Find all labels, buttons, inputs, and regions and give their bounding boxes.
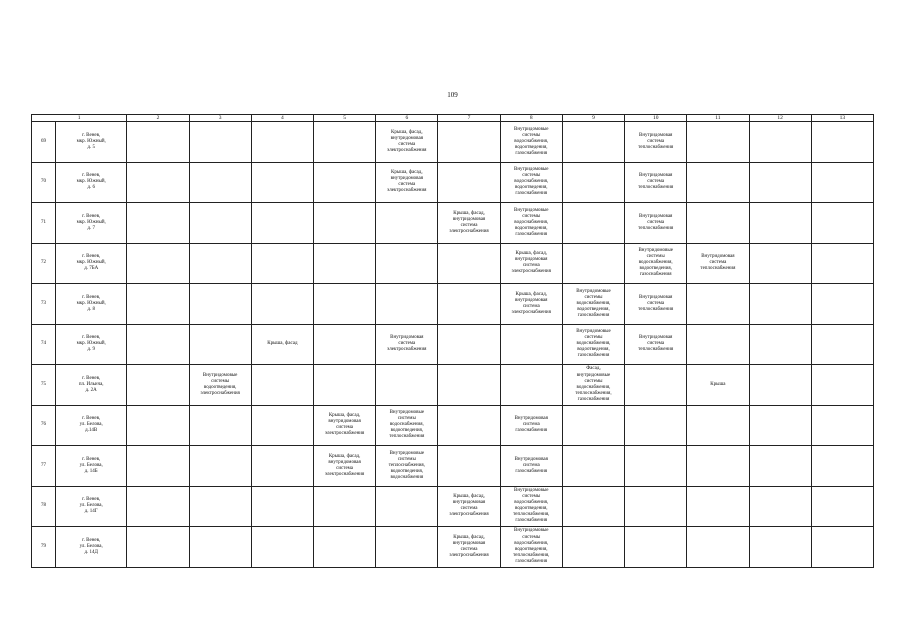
work-cell-col-9 bbox=[562, 162, 624, 203]
work-cell-col-9 bbox=[562, 324, 624, 365]
table-row bbox=[32, 122, 874, 163]
work-cell-col-5 bbox=[313, 446, 375, 487]
work-cell-col-10 bbox=[625, 243, 687, 284]
work-cell-col-2 bbox=[127, 405, 189, 446]
work-cell-col-11 bbox=[687, 365, 749, 406]
work-cell-col-10 bbox=[625, 405, 687, 446]
work-description: Крыша, фасад, внутридомовая система электроснабжения bbox=[387, 170, 427, 194]
address-text: г. Венев, пл. Ильича, д. 2А bbox=[78, 375, 104, 393]
address-text: г. Венев, мкр. Южный, д. 7 bbox=[76, 213, 106, 231]
work-cell-col-3 bbox=[189, 324, 251, 365]
work-cell-col-5 bbox=[313, 527, 375, 568]
work-description: Внутридомовые системы водоснабжения, водоотведения, газоснабжения bbox=[576, 329, 611, 359]
work-cell-col-2 bbox=[127, 203, 189, 244]
work-description: Внутридомовые системы водоснабжения, водоотведения, газоснабжения bbox=[576, 288, 611, 318]
work-cell-col-13 bbox=[811, 405, 873, 446]
work-cell-col-8 bbox=[500, 446, 562, 487]
address-text: г. Венев, мкр. Южный, д. 5 bbox=[76, 132, 106, 150]
address-cell bbox=[56, 284, 127, 325]
address-text: г. Венев, ул. Белова, д.14В bbox=[79, 416, 103, 434]
work-cell-col-5 bbox=[313, 162, 375, 203]
work-description: Внутридомовая система теплоснабжения bbox=[638, 132, 674, 150]
work-cell-col-7 bbox=[438, 284, 500, 325]
work-cell-col-11 bbox=[687, 405, 749, 446]
work-cell-col-6 bbox=[376, 365, 438, 406]
work-cell-col-13 bbox=[811, 486, 873, 527]
work-cell-col-12 bbox=[749, 324, 811, 365]
work-cell-col-2 bbox=[127, 486, 189, 527]
work-description: Фасад, внутридомовые системы водоснабжения, теплоснабжения, газоснабжения bbox=[575, 366, 612, 402]
work-cell-col-3 bbox=[189, 527, 251, 568]
work-cell-col-6 bbox=[376, 324, 438, 365]
work-cell-col-3 bbox=[189, 243, 251, 284]
work-cell-col-5 bbox=[313, 284, 375, 325]
table-header-row bbox=[32, 115, 874, 122]
work-cell-col-11 bbox=[687, 203, 749, 244]
work-cell-col-9 bbox=[562, 122, 624, 163]
row-number-cell: 72 bbox=[32, 243, 56, 284]
address-text: г. Венев, ул. Белова, д. 14Б bbox=[79, 456, 103, 474]
work-cell-col-7 bbox=[438, 527, 500, 568]
work-cell-col-8 bbox=[500, 243, 562, 284]
work-cell-col-5 bbox=[313, 365, 375, 406]
work-cell-col-12 bbox=[749, 162, 811, 203]
work-cell-col-6 bbox=[376, 162, 438, 203]
work-description: Внутридомовые системы теплоснабжения, водоотведения, водоснабжения bbox=[388, 450, 425, 480]
table-row bbox=[32, 243, 874, 284]
work-cell-col-9 bbox=[562, 243, 624, 284]
column-header-9: 9 bbox=[562, 115, 624, 122]
work-cell-col-3 bbox=[189, 203, 251, 244]
work-cell-col-2 bbox=[127, 162, 189, 203]
work-cell-col-2 bbox=[127, 243, 189, 284]
column-header-7: 7 bbox=[438, 115, 500, 122]
work-description: Внутридомовая система газоснабжения bbox=[514, 456, 548, 474]
work-cell-col-10 bbox=[625, 122, 687, 163]
column-header-1: 1 bbox=[32, 115, 127, 122]
work-cell-col-3 bbox=[189, 446, 251, 487]
work-description: Внутридомовые системы водоотведения, электроснабжения bbox=[200, 372, 240, 396]
row-number-cell: 79 bbox=[32, 527, 56, 568]
table-row bbox=[32, 527, 874, 568]
table-row bbox=[32, 365, 874, 406]
work-cell-col-10 bbox=[625, 203, 687, 244]
work-description: Внутридомовые системы водоснабжения, водоотведения, газоснабжения bbox=[514, 126, 549, 156]
row-number-cell: 78 bbox=[32, 486, 56, 527]
work-description: Крыша, фасад bbox=[267, 341, 298, 347]
work-cell-col-8 bbox=[500, 365, 562, 406]
work-cell-col-5 bbox=[313, 405, 375, 446]
work-cell-col-12 bbox=[749, 446, 811, 487]
work-cell-col-6 bbox=[376, 405, 438, 446]
work-cell-col-9 bbox=[562, 365, 624, 406]
work-cell-col-3 bbox=[189, 405, 251, 446]
address-cell bbox=[56, 405, 127, 446]
work-cell-col-8 bbox=[500, 486, 562, 527]
work-cell-col-12 bbox=[749, 405, 811, 446]
work-description: Внутридомовая система газоснабжения bbox=[514, 416, 548, 434]
work-cell-col-6 bbox=[376, 203, 438, 244]
work-cell-col-2 bbox=[127, 446, 189, 487]
work-description: Внутридомовые системы водоснабжения, водоотведения, газоснабжения bbox=[514, 207, 549, 237]
table-row bbox=[32, 203, 874, 244]
row-number-cell: 73 bbox=[32, 284, 56, 325]
work-cell-col-10 bbox=[625, 324, 687, 365]
work-cell-col-9 bbox=[562, 486, 624, 527]
work-cell-col-11 bbox=[687, 284, 749, 325]
work-cell-col-7 bbox=[438, 162, 500, 203]
address-text: г. Венев, ул. Белова, д. 14Г bbox=[79, 497, 103, 515]
work-cell-col-6 bbox=[376, 486, 438, 527]
work-cell-col-11 bbox=[687, 243, 749, 284]
address-cell bbox=[56, 365, 127, 406]
work-cell-col-11 bbox=[687, 527, 749, 568]
address-cell bbox=[56, 243, 127, 284]
work-cell-col-7 bbox=[438, 405, 500, 446]
work-cell-col-13 bbox=[811, 203, 873, 244]
work-description: Крыша bbox=[710, 381, 726, 387]
address-cell bbox=[56, 122, 127, 163]
work-description: Крыша, фасад, внутридомовая система электроснабжения bbox=[449, 494, 489, 518]
work-description: Внутридомовая система теплоснабжения bbox=[638, 173, 674, 191]
work-cell-col-3 bbox=[189, 162, 251, 203]
column-header-10: 10 bbox=[625, 115, 687, 122]
address-cell bbox=[56, 203, 127, 244]
address-text: г. Венев, мкр. Южный, д. 8 bbox=[76, 294, 106, 312]
work-description: Внутридомовая система теплоснабжения bbox=[700, 254, 736, 272]
work-cell-col-4 bbox=[251, 162, 313, 203]
work-description: Внутридомовая система теплоснабжения bbox=[638, 335, 674, 353]
work-cell-col-4 bbox=[251, 324, 313, 365]
work-cell-col-11 bbox=[687, 486, 749, 527]
work-cell-col-6 bbox=[376, 527, 438, 568]
work-cell-col-10 bbox=[625, 365, 687, 406]
address-text: г. Венев, мкр. Южный, д. 9 bbox=[76, 335, 106, 353]
row-number-cell: 71 bbox=[32, 203, 56, 244]
work-cell-col-9 bbox=[562, 446, 624, 487]
table-body bbox=[32, 115, 874, 568]
row-number-cell: 69 bbox=[32, 122, 56, 163]
work-cell-col-7 bbox=[438, 365, 500, 406]
work-cell-col-11 bbox=[687, 324, 749, 365]
work-cell-col-8 bbox=[500, 162, 562, 203]
work-cell-col-12 bbox=[749, 203, 811, 244]
work-cell-col-8 bbox=[500, 405, 562, 446]
work-cell-col-13 bbox=[811, 284, 873, 325]
work-description: Крыша, фасад, внутридомовая система электроснабжения bbox=[387, 129, 427, 153]
work-cell-col-12 bbox=[749, 365, 811, 406]
work-cell-col-4 bbox=[251, 284, 313, 325]
work-cell-col-8 bbox=[500, 527, 562, 568]
work-cell-col-4 bbox=[251, 203, 313, 244]
work-cell-col-12 bbox=[749, 486, 811, 527]
work-cell-col-7 bbox=[438, 486, 500, 527]
work-description: Крыша, фасад, внутридомовая система электроснабжения bbox=[511, 291, 551, 315]
work-cell-col-2 bbox=[127, 365, 189, 406]
work-cell-col-8 bbox=[500, 122, 562, 163]
work-cell-col-6 bbox=[376, 446, 438, 487]
work-cell-col-10 bbox=[625, 284, 687, 325]
work-cell-col-4 bbox=[251, 446, 313, 487]
table-row bbox=[32, 486, 874, 527]
work-description: Крыша, фасад, внутридомовая система электроснабжения bbox=[449, 210, 489, 234]
work-cell-col-9 bbox=[562, 203, 624, 244]
work-description: Внутридомовые системы водоснабжения, водоотведения, газоснабжения bbox=[514, 167, 549, 197]
work-description: Крыша, фасад, внутридомовая система электроснабжения bbox=[449, 534, 489, 558]
column-header-2: 2 bbox=[127, 115, 189, 122]
address-cell bbox=[56, 486, 127, 527]
table-row bbox=[32, 162, 874, 203]
work-description: Внутридомовая система теплоснабжения bbox=[638, 213, 674, 231]
column-header-4: 4 bbox=[251, 115, 313, 122]
work-cell-col-11 bbox=[687, 122, 749, 163]
work-cell-col-4 bbox=[251, 405, 313, 446]
work-cell-col-5 bbox=[313, 203, 375, 244]
work-cell-col-7 bbox=[438, 122, 500, 163]
address-cell bbox=[56, 446, 127, 487]
work-description: Внутридомовые системы водоснабжения, водоотведения, газоснабжения bbox=[638, 248, 673, 278]
work-cell-col-13 bbox=[811, 122, 873, 163]
work-cell-col-8 bbox=[500, 284, 562, 325]
work-cell-col-4 bbox=[251, 527, 313, 568]
work-cell-col-4 bbox=[251, 122, 313, 163]
work-cell-col-5 bbox=[313, 324, 375, 365]
work-cell-col-2 bbox=[127, 324, 189, 365]
column-header-12: 12 bbox=[749, 115, 811, 122]
work-cell-col-7 bbox=[438, 243, 500, 284]
work-cell-col-3 bbox=[189, 122, 251, 163]
work-cell-col-13 bbox=[811, 527, 873, 568]
work-cell-col-4 bbox=[251, 486, 313, 527]
work-cell-col-2 bbox=[127, 527, 189, 568]
work-cell-col-3 bbox=[189, 486, 251, 527]
work-cell-col-4 bbox=[251, 365, 313, 406]
address-text: г. Венев, мкр. Южный, д. 6 bbox=[76, 173, 106, 191]
work-cell-col-9 bbox=[562, 284, 624, 325]
work-cell-col-10 bbox=[625, 486, 687, 527]
work-description: Внутридомовая система электроснабжения bbox=[387, 335, 427, 353]
work-cell-col-11 bbox=[687, 162, 749, 203]
work-cell-col-13 bbox=[811, 243, 873, 284]
schedule-table bbox=[31, 114, 874, 568]
work-cell-col-7 bbox=[438, 203, 500, 244]
work-cell-col-12 bbox=[749, 243, 811, 284]
work-description: Крыша, фасад, внутридомовая система электроснабжения bbox=[324, 453, 365, 477]
work-cell-col-13 bbox=[811, 324, 873, 365]
address-cell bbox=[56, 527, 127, 568]
work-cell-col-11 bbox=[687, 446, 749, 487]
work-cell-col-10 bbox=[625, 162, 687, 203]
work-description: Внутридомовые системы водоснабжения, водоотведения, теплоснабжения, газоснабжения bbox=[513, 528, 550, 564]
table-row bbox=[32, 284, 874, 325]
row-number-cell: 76 bbox=[32, 405, 56, 446]
work-cell-col-13 bbox=[811, 365, 873, 406]
column-header-11: 11 bbox=[687, 115, 749, 122]
column-header-8: 8 bbox=[500, 115, 562, 122]
address-cell bbox=[56, 162, 127, 203]
work-cell-col-10 bbox=[625, 527, 687, 568]
address-text: г. Венев, мкр. Южный, д. 7БА bbox=[76, 254, 106, 272]
work-cell-col-2 bbox=[127, 122, 189, 163]
row-number-cell: 77 bbox=[32, 446, 56, 487]
work-cell-col-6 bbox=[376, 122, 438, 163]
work-cell-col-9 bbox=[562, 405, 624, 446]
work-cell-col-13 bbox=[811, 162, 873, 203]
row-number-cell: 75 bbox=[32, 365, 56, 406]
work-cell-col-6 bbox=[376, 284, 438, 325]
work-cell-col-8 bbox=[500, 203, 562, 244]
row-number-cell: 70 bbox=[32, 162, 56, 203]
work-cell-col-4 bbox=[251, 243, 313, 284]
work-description: Внутридомовые системы водоснабжения, водоотведения, теплоснабжения, газоснабжения bbox=[513, 487, 550, 524]
work-cell-col-6 bbox=[376, 243, 438, 284]
work-description: Крыша, фасад, внутридомовая система электроснабжения bbox=[324, 413, 365, 437]
work-cell-col-3 bbox=[189, 365, 251, 406]
work-cell-col-8 bbox=[500, 324, 562, 365]
work-cell-col-5 bbox=[313, 486, 375, 527]
column-header-13: 13 bbox=[811, 115, 873, 122]
column-header-5: 5 bbox=[313, 115, 375, 122]
work-cell-col-12 bbox=[749, 284, 811, 325]
work-cell-col-12 bbox=[749, 527, 811, 568]
work-cell-col-3 bbox=[189, 284, 251, 325]
page-number: 109 bbox=[447, 91, 458, 99]
work-cell-col-5 bbox=[313, 122, 375, 163]
work-description: Внутридомовая система теплоснабжения bbox=[638, 294, 674, 312]
work-cell-col-13 bbox=[811, 446, 873, 487]
row-number-cell: 74 bbox=[32, 324, 56, 365]
table-row bbox=[32, 324, 874, 365]
work-cell-col-2 bbox=[127, 284, 189, 325]
work-cell-col-7 bbox=[438, 324, 500, 365]
column-header-6: 6 bbox=[376, 115, 438, 122]
work-cell-col-10 bbox=[625, 446, 687, 487]
work-cell-col-7 bbox=[438, 446, 500, 487]
column-header-3: 3 bbox=[189, 115, 251, 122]
table-row bbox=[32, 405, 874, 446]
table-row bbox=[32, 446, 874, 487]
address-text: г. Венев, ул. Белова, д. 14Д bbox=[79, 537, 103, 555]
work-description: Крыша, фасад, внутридомовая система электроснабжения bbox=[511, 251, 551, 275]
work-cell-col-9 bbox=[562, 527, 624, 568]
work-description: Внутридомовые системы водоснабжения, водоотведения, теплоснабжения bbox=[389, 410, 425, 440]
address-cell bbox=[56, 324, 127, 365]
work-cell-col-12 bbox=[749, 122, 811, 163]
work-cell-col-5 bbox=[313, 243, 375, 284]
